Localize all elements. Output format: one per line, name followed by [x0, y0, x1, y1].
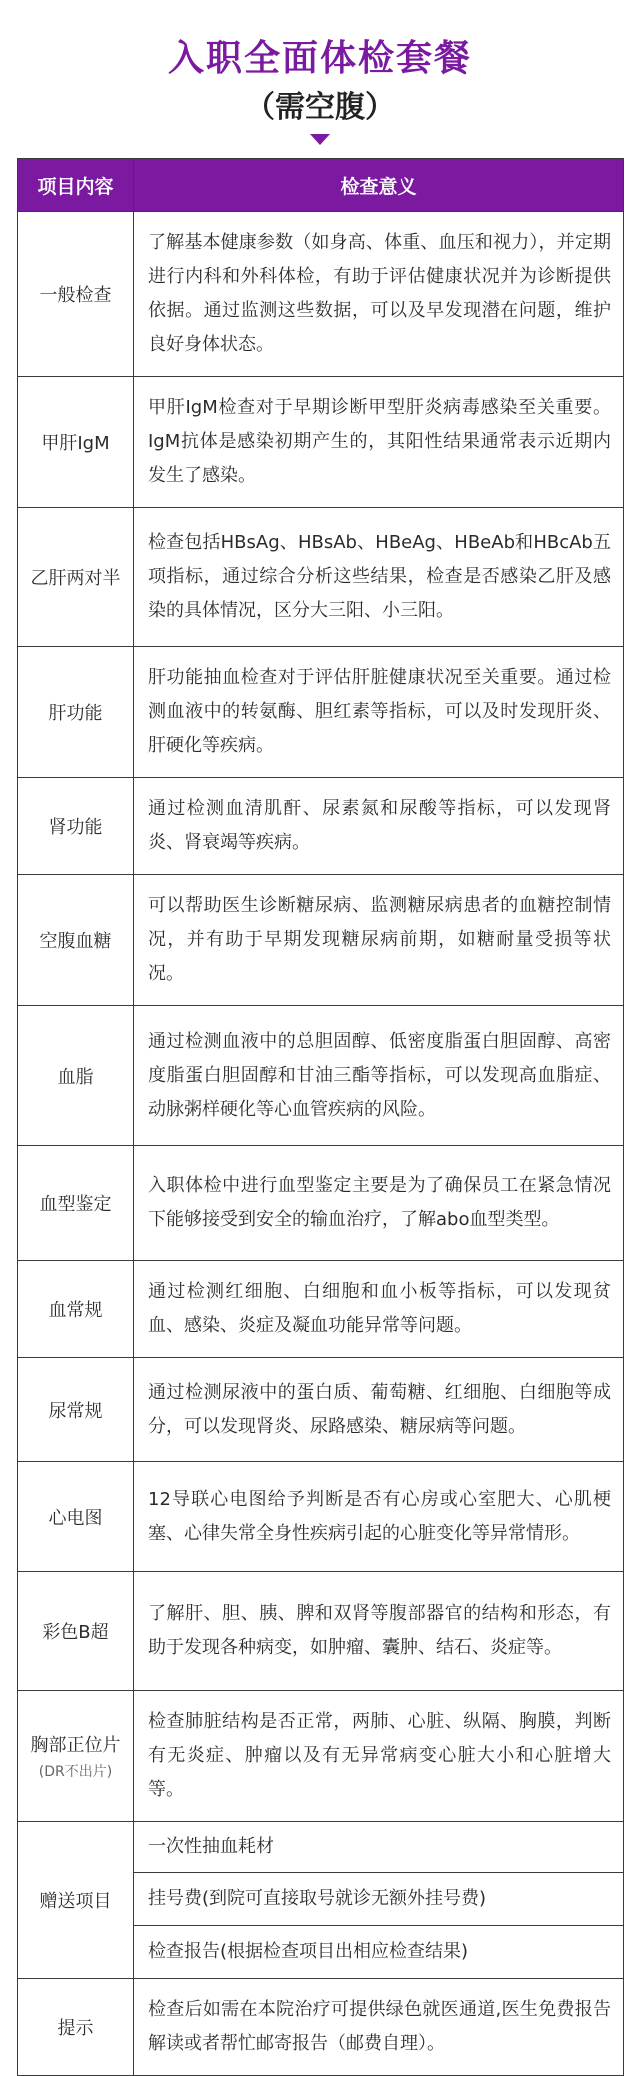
exam-desc: 检查包括HBsAg、HBsAb、HBeAg、HBeAb和HBcAb五项指标，通过综合分析这些结果，检查是否感染乙肝及感染的具体情况，区分大三阳、小三阳。 [134, 508, 624, 647]
exam-desc: 通过检测尿液中的蛋白质、葡萄糖、红细胞、白细胞等成分，可以发现肾炎、尿路感染、糖尿病等问题。 [134, 1358, 624, 1462]
exam-desc: 了解肝、胆、胰、脾和双肾等腹部器官的结构和形态，有助于发现各种病变，如肿瘤、囊肿、结石、炎症等。 [134, 1572, 624, 1691]
exam-name-text: 胸部正位片 [30, 1735, 121, 1756]
exam-desc: 了解基本健康参数（如身高、体重、血压和视力），并定期进行内科和外科体检，有助于评估健康状况并为诊断提供依据。通过监测这些数据，可以及早发现潜在问题，维护良好身体状态。 [134, 212, 624, 377]
exam-desc: 肝功能抽血检查对于评估肝脏健康状况至关重要。通过检测血液中的转氨酶、胆红素等指标，可以及时发现肝炎、肝硬化等疾病。 [134, 647, 624, 778]
exam-name: 肾功能 [18, 778, 134, 875]
gift-item: 挂号费(到院可直接取号就诊无额外挂号费) [134, 1873, 624, 1926]
tip-label: 提示 [18, 1979, 134, 2076]
exam-desc: 通过检测血液中的总胆固醇、低密度脂蛋白胆固醇、高密度脂蛋白胆固醇和甘油三酯等指标，可以发现高血脂症、动脉粥样硬化等心血管疾病的风险。 [134, 1006, 624, 1146]
triangle-down-icon [310, 134, 330, 145]
exam-table [17, 158, 624, 2076]
column-header-item: 项目内容 [18, 159, 134, 212]
table-row [18, 1691, 624, 1822]
exam-desc: 入职体检中进行血型鉴定主要是为了确保员工在紧急情况下能够接受到安全的输血治疗，了解abo血型类型。 [134, 1146, 624, 1261]
exam-desc: 检查肺脏结构是否正常，两肺、心脏、纵隔、胸膜，判断有无炎症、肿瘤以及有无异常病变心脏大小和心脏增大等。 [134, 1691, 624, 1822]
table-row [18, 778, 624, 875]
exam-desc: 12导联心电图给予判断是否有心房或心室肥大、心肌梗塞、心律失常全身性疾病引起的心脏变化等异常情形。 [134, 1462, 624, 1572]
page-title: 入职全面体检套餐 [167, 38, 472, 79]
exam-name: 尿常规 [18, 1358, 134, 1462]
exam-name: 血型鉴定 [18, 1146, 134, 1261]
table-row [18, 508, 624, 647]
gift-item: 检查报告(根据检查项目出相应检查结果) [134, 1926, 624, 1979]
table-row [18, 212, 624, 377]
table-row [18, 1462, 624, 1572]
gift-row [18, 1822, 624, 1873]
exam-desc: 可以帮助医生诊断糖尿病、监测糖尿病患者的血糖控制情况，并有助于早期发现糖尿病前期，如糖耐量受损等状况。 [134, 875, 624, 1006]
gift-label: 赠送项目 [18, 1822, 134, 1979]
column-header-meaning: 检查意义 [134, 159, 624, 212]
table-row [18, 1006, 624, 1146]
exam-name: 血脂 [18, 1006, 134, 1146]
exam-name: 心电图 [18, 1462, 134, 1572]
exam-desc: 通过检测血清肌酐、尿素氮和尿酸等指标，可以发现肾炎、肾衰竭等疾病。 [134, 778, 624, 875]
table-row [18, 1358, 624, 1462]
table-row [18, 647, 624, 778]
exam-desc: 通过检测红细胞、白细胞和血小板等指标，可以发现贫血、感染、炎症及凝血功能异常等问题。 [134, 1261, 624, 1358]
page-subtitle: （需空腹） [245, 90, 395, 125]
table-row [18, 1261, 624, 1358]
exam-name: 彩色B超 [18, 1572, 134, 1691]
table-header-row [18, 159, 624, 212]
table-row [18, 1146, 624, 1261]
table-row [18, 377, 624, 508]
table-row [18, 1572, 624, 1691]
exam-name: 甲肝IgM [18, 377, 134, 508]
table-row [18, 875, 624, 1006]
exam-name: 空腹血糖 [18, 875, 134, 1006]
exam-name: 乙肝两对半 [18, 508, 134, 647]
tip-row [18, 1979, 624, 2076]
exam-name-note: (DR不出片) [38, 1764, 113, 1780]
exam-name: 一般检查 [18, 212, 134, 377]
exam-name [18, 1691, 134, 1822]
tip-desc: 检查后如需在本院治疗可提供绿色就医通道,医生免费报告解读或者帮忙邮寄报告（邮费自理）。 [134, 1979, 624, 2076]
exam-name: 血常规 [18, 1261, 134, 1358]
gift-item: 一次性抽血耗材 [134, 1822, 624, 1873]
exam-desc: 甲肝IgM检查对于早期诊断甲型肝炎病毒感染至关重要。IgM抗体是感染初期产生的，其阳性结果通常表示近期内发生了感染。 [134, 377, 624, 508]
exam-name: 肝功能 [18, 647, 134, 778]
